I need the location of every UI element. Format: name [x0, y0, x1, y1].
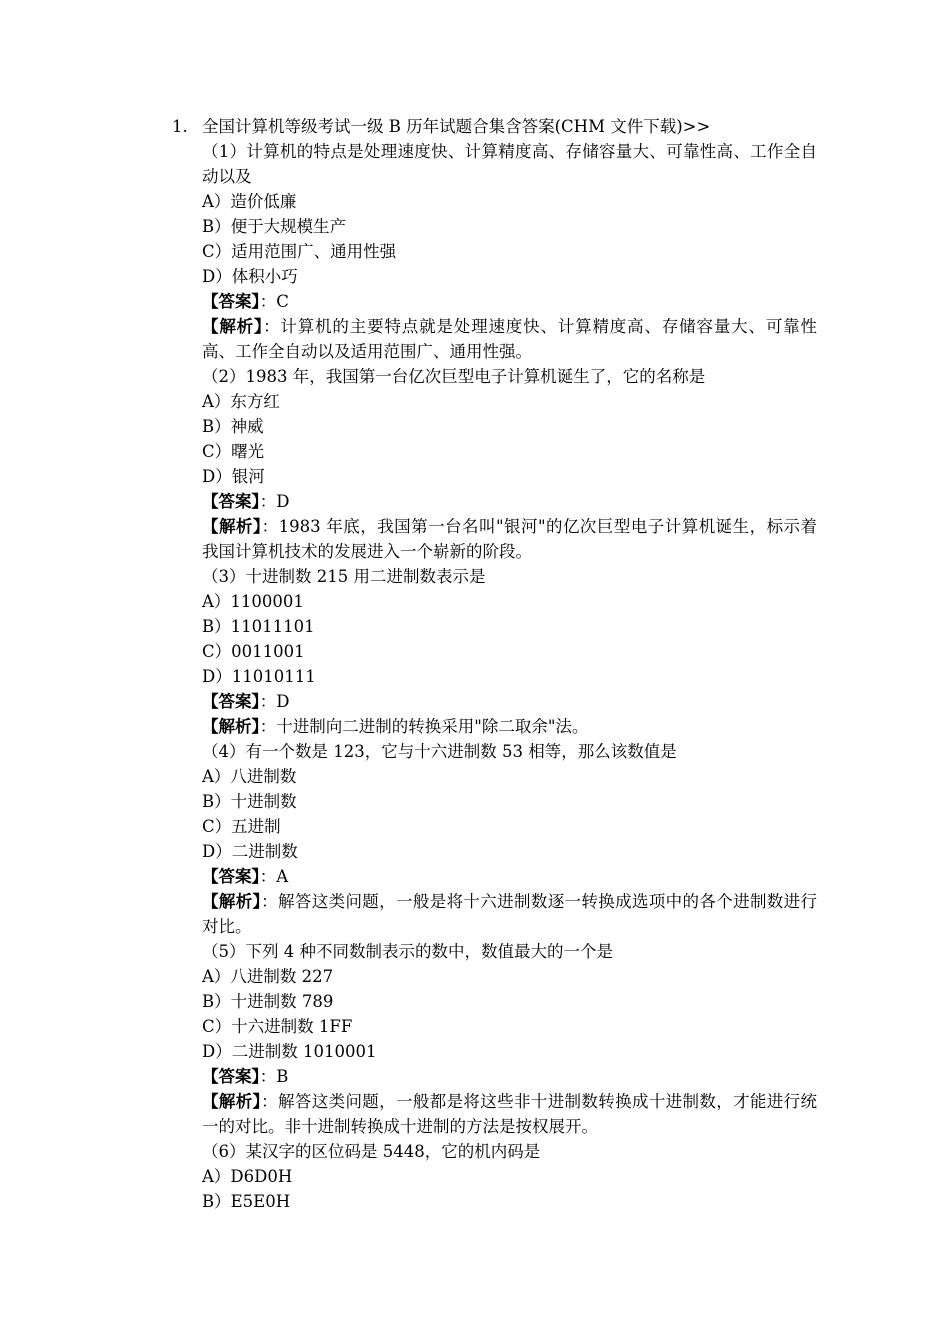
analysis-line [202, 1089, 817, 1139]
answer-line [202, 489, 817, 514]
option-c: C）0011001 [202, 642, 305, 661]
answer-line [202, 289, 817, 314]
document-heading [172, 114, 710, 139]
question-stem: （1）计算机的特点是处理速度快、计算精度高、存储容量大、可靠性高、工作全自动以及 [202, 142, 817, 186]
answer-label: 【答案】 [202, 867, 260, 886]
option-c: C）五进制 [202, 817, 281, 836]
analysis-text: ：解答这类问题，一般是将十六进制数逐一转换成选项中的各个进制数进行对比。 [202, 892, 818, 936]
option-a: A）东方红 [202, 392, 280, 411]
question-block [202, 139, 817, 364]
option-b: B）十进制数 789 [202, 992, 334, 1011]
answer-label: 【答案】 [202, 492, 260, 511]
analysis-line [202, 714, 817, 739]
analysis-text: ：1983 年底，我国第一台名叫"银河"的亿次巨型电子计算机诞生，标示着我国计算机技术的发展进入一个崭新的阶段。 [202, 517, 818, 561]
question-list [202, 139, 817, 1214]
option-a: A）D6D0H [202, 1167, 293, 1186]
question-stem: （4）有一个数是 123，它与十六进制数 53 相等，那么该数值是 [202, 742, 677, 761]
option-b: B）便于大规模生产 [202, 217, 347, 236]
question-block [202, 939, 817, 1139]
option-c: C）十六进制数 1FF [202, 1017, 353, 1036]
question-stem: （3）十进制数 215 用二进制数表示是 [202, 567, 486, 586]
option-a: A）造价低廉 [202, 192, 297, 211]
option-b: B）十进制数 [202, 792, 297, 811]
heading-title-link[interactable]: 全国计算机等级考试一级 B 历年试题合集含答案(CHM 文件下载)>> [202, 117, 711, 136]
question-block [202, 364, 817, 564]
analysis-text: ：计算机的主要特点就是处理速度快、计算精度高、存储容量大、可靠性高、工作全自动以及适用范围广、通用性强。 [202, 317, 818, 361]
option-c: C）曙光 [202, 442, 265, 461]
option-b: B）E5E0H [202, 1192, 291, 1211]
option-d: D）二进制数 [202, 842, 298, 861]
question-block [202, 1139, 817, 1214]
analysis-line [202, 889, 817, 939]
option-b: B）神威 [202, 417, 264, 436]
answer-label: 【答案】 [202, 692, 260, 711]
heading-number: 1. [172, 117, 188, 136]
option-b: B）11011101 [202, 617, 315, 636]
option-a: A）八进制数 227 [202, 967, 334, 986]
question-stem: （5）下列 4 种不同数制表示的数中，数值最大的一个是 [202, 942, 613, 961]
option-a: A）八进制数 [202, 767, 297, 786]
option-c: C）适用范围广、通用性强 [202, 242, 397, 261]
analysis-text: ：十进制向二进制的转换采用"除二取余"法。 [259, 717, 589, 736]
option-d: D）二进制数 1010001 [202, 1042, 377, 1061]
answer-label: 【答案】 [202, 1067, 260, 1086]
answer-value: ：A [259, 867, 289, 886]
answer-value: ：D [259, 492, 290, 511]
analysis-label: 【解析】 [202, 317, 264, 336]
question-block [202, 739, 817, 939]
answer-value: ：B [259, 1067, 289, 1086]
question-stem: （2）1983 年，我国第一台亿次巨型电子计算机诞生了，它的名称是 [202, 367, 706, 386]
analysis-label: 【解析】 [202, 717, 260, 736]
analysis-line [202, 514, 817, 564]
analysis-text: ：解答这类问题，一般都是将这些非十进制数转换成十进制数，才能进行统一的对比。非十进制转换成十进制的方法是按权展开。 [202, 1092, 818, 1136]
answer-value: ：C [259, 292, 289, 311]
option-a: A）1100001 [202, 592, 304, 611]
option-d: D）银河 [202, 467, 265, 486]
analysis-label: 【解析】 [202, 1092, 262, 1111]
answer-line [202, 864, 817, 889]
question-stem: （6）某汉字的区位码是 5448，它的机内码是 [202, 1142, 541, 1161]
answer-value: ：D [259, 692, 290, 711]
option-d: D）体积小巧 [202, 267, 298, 286]
option-d: D）11010111 [202, 667, 316, 686]
analysis-line [202, 314, 817, 364]
analysis-label: 【解析】 [202, 892, 262, 911]
answer-label: 【答案】 [202, 292, 260, 311]
analysis-label: 【解析】 [202, 517, 262, 536]
answer-line [202, 1064, 817, 1089]
question-block [202, 564, 817, 739]
answer-line [202, 689, 817, 714]
